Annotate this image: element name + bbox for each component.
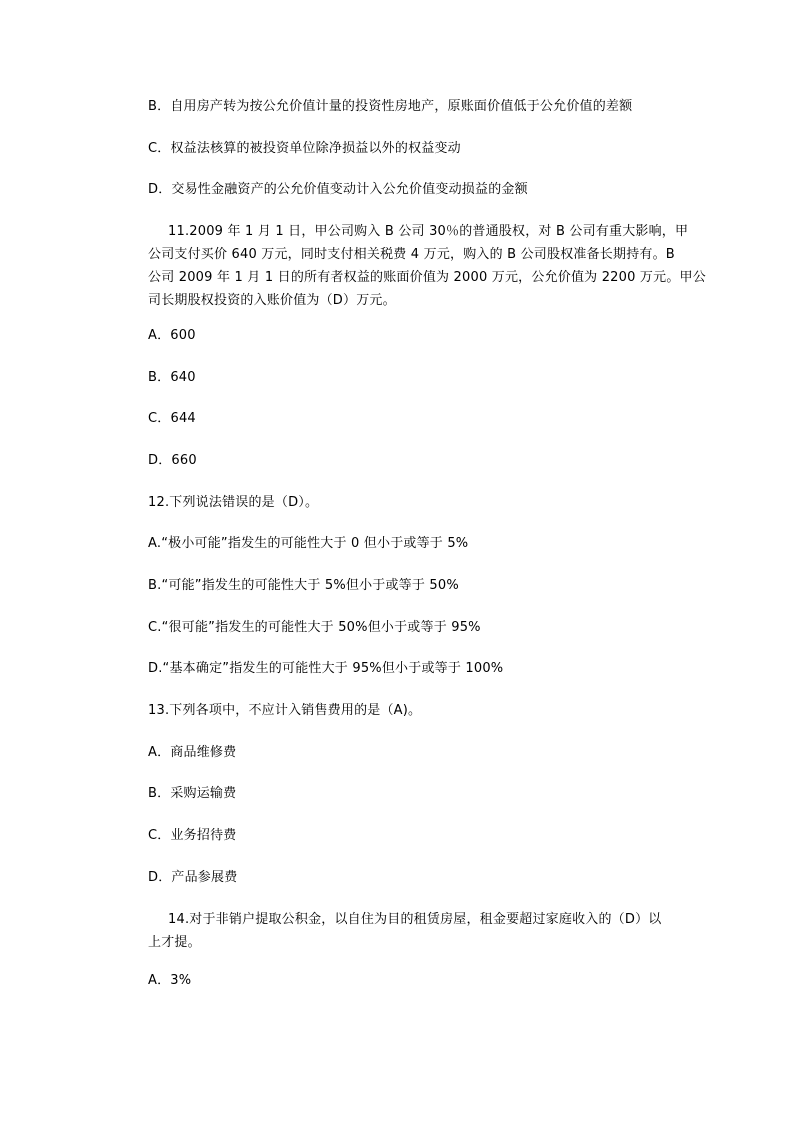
question-11-line-2: 公司支付买价 640 万元，同时支付相关税费 4 万元，购入的 B 公司股权准备长期持有。B [148, 247, 675, 262]
question-13: 13.下列各项中，不应计入销售费用的是（A)。 [148, 703, 422, 718]
option-d-question-10: D．交易性金融资产的公允价值变动计入公允价值变动损益的金额 [148, 182, 528, 197]
question-14-line-2: 上才提。 [148, 935, 201, 950]
question-11-line-4: 司长期股权投资的入账价值为（D）万元。 [148, 293, 396, 308]
option-d-question-12: D.“基本确定”指发生的可能性大于 95%但小于或等于 100% [148, 661, 504, 676]
option-d-question-13: D．产品参展费 [148, 870, 238, 885]
option-c-question-11: C．644 [148, 411, 196, 426]
question-11-line-1: 11.2009 年 1 月 1 日，甲公司购入 B 公司 30％的普通股权，对 B 公司有重大影响，甲 [168, 224, 689, 239]
option-c-question-12: C.“很可能”指发生的可能性大于 50%但小于或等于 95% [148, 620, 481, 635]
option-c-question-13: C．业务招待费 [148, 828, 237, 843]
option-c-question-10: C．权益法核算的被投资单位除净损益以外的权益变动 [148, 141, 461, 156]
option-a-question-11: A．600 [148, 328, 196, 343]
option-b-question-12: B.“可能”指发生的可能性大于 5%但小于或等于 50% [148, 578, 459, 593]
option-a-question-12: A.“极小可能”指发生的可能性大于 0 但小于或等于 5% [148, 536, 469, 551]
question-14-line-1: 14.对于非销户提取公积金，以自住为目的租赁房屋，租金要超过家庭收入的（D）以 [168, 912, 662, 927]
question-11-line-3: 公司 2009 年 1 月 1 日的所有者权益的账面价值为 2000 万元，公允价值为 2200 万元。甲公 [148, 270, 706, 285]
option-b-question-11: B．640 [148, 370, 196, 385]
question-12: 12.下列说法错误的是（D）。 [148, 495, 319, 510]
option-d-question-11: D．660 [148, 453, 197, 468]
option-a-question-13: A．商品维修费 [148, 745, 237, 760]
option-b-question-10: B．自用房产转为按公允价值计量的投资性房地产，原账面价值低于公允价值的差额 [148, 99, 633, 114]
option-a-question-14: A．3% [148, 973, 192, 988]
option-b-question-13: B．采购运输费 [148, 786, 237, 801]
